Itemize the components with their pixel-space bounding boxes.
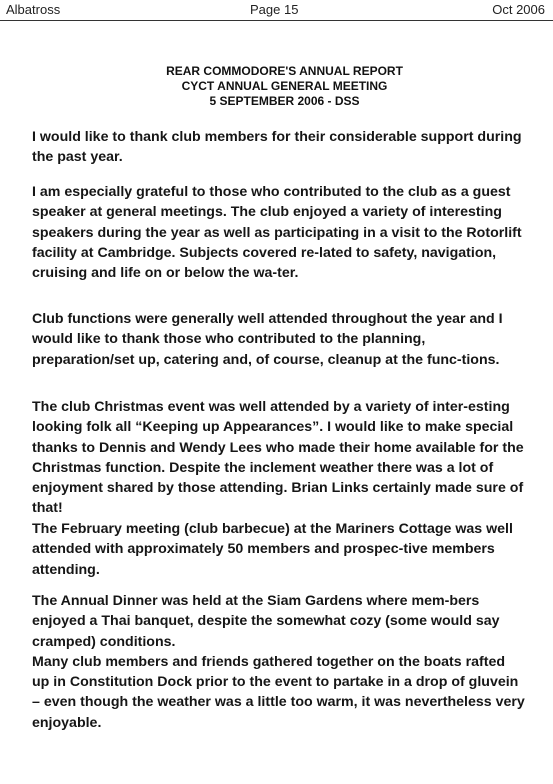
title-line-3: 5 SEPTEMBER 2006 - DSS — [209, 94, 360, 108]
paragraph-text: The Annual Dinner was held at the Siam Gardens where mem-bers enjoyed a Thai banquet, despite the somewhat cozy (some would say cramped) conditions. — [32, 593, 500, 650]
issue-date: Oct 2006 — [492, 2, 545, 17]
paragraph-text: I would like to thank club members for their considerable support during the past year. — [32, 129, 522, 166]
paragraph-text: The club Christmas event was well attended by a variety of inter-esting looking folk all “Keeping up Appearances”. I would like to make special thanks to Dennis and Wendy Lees who made their home available for the Christmas function. Despite the inclement weather there was a lot of enjoyment shared by those attending. Brian Links certainly made sure of that! — [32, 399, 524, 517]
paragraph-speakers — [32, 182, 526, 283]
page-number: Page 15 — [250, 2, 299, 17]
paragraph-christmas — [32, 397, 526, 519]
paragraph-annual-dinner — [32, 591, 526, 733]
title-line-2: CYCT ANNUAL GENERAL MEETING — [181, 79, 388, 93]
paragraph-text: Many club members and friends gathered together on the boats rafted up in Constitution Dock prior to the event to partake in a drop of gluvein – even though the weather was a little too warm, it was nevertheless very enjoyable. — [32, 653, 525, 731]
title-line-1: REAR COMMODORE'S ANNUAL REPORT — [166, 64, 403, 78]
paragraph-thanks — [32, 127, 526, 168]
paragraph-february — [32, 519, 526, 580]
paragraph-text: The February meeting (club barbecue) at the Mariners Cottage was well attended with approximately 50 members and prospec-tive members attending. — [32, 521, 513, 578]
page-header — [0, 0, 553, 21]
paragraph-functions — [32, 309, 526, 370]
publication-name: Albatross — [6, 2, 61, 17]
paragraph-text: Club functions were generally well attended throughout the year and I would like to thank those who contributed to the planning, preparation/set up, catering and, of course, cleanup at the func-tions. — [32, 311, 503, 368]
paragraph-text: I am especially grateful to those who contributed to the club as a guest speaker at general meetings. The club enjoyed a variety of interesting speakers during the year as well as participating in a visit to the Rotorlift facility at Cambridge. Subjects covered re-lated to safety, navigation, cruising and life on or below the wa-ter. — [32, 184, 522, 282]
report-title — [0, 64, 553, 109]
